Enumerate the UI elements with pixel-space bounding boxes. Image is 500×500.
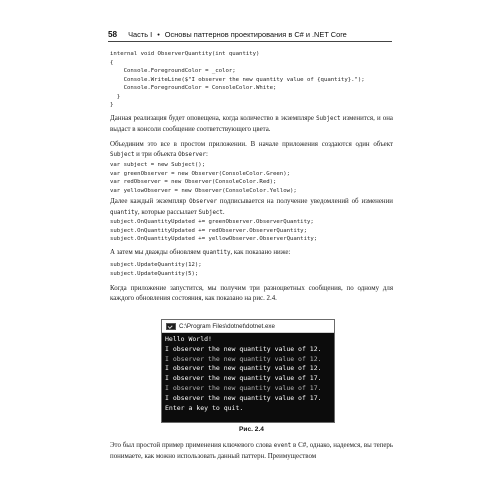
inline-code: quantity (110, 209, 138, 216)
inline-code: Observer (189, 199, 217, 205)
code-line: subject.OnQuantityUpdated += yellowObserver.ObserverQuantity; (110, 236, 318, 242)
inline-code: event (273, 443, 292, 449)
code-line: subject.UpdateQuantity(12); (110, 262, 202, 268)
console-line: I observer the new quantity value of 17. (165, 383, 322, 392)
console-title-bar (162, 320, 334, 333)
code-block-subscriptions (110, 218, 317, 244)
console-output (162, 333, 334, 415)
header-part: Часть I (128, 30, 153, 39)
text-run: Данная реализация будет оповещена, когда количество в экземпляре (110, 115, 317, 122)
code-line: } (110, 102, 114, 108)
paragraph-run-result (110, 284, 393, 303)
paragraph-update-twice (110, 248, 393, 259)
header-book-title: Основы паттернов проектирования в C# и .NET Core (164, 30, 347, 39)
code-line: subject.OnQuantityUpdated += greenObserver.ObserverQuantity; (110, 219, 314, 225)
text-run: , которые рассылает (137, 208, 199, 216)
code-line: Console.ForegroundColor = ConsoleColor.White; (110, 85, 277, 91)
code-block-observer-quantity (110, 50, 365, 110)
code-block-update-quantity (110, 261, 202, 278)
code-line: internal void ObserverQuantity(int quantity) (110, 51, 260, 57)
code-line: } (110, 93, 121, 100)
text-run: , как показано ниже: (230, 249, 291, 256)
text-run: А затем мы дважды обновляем (110, 249, 203, 256)
code-block-create-observers (110, 161, 297, 195)
text-run: в C#, однако, надеемся, вы теперь понимаете, как можно использовать данный паттерн. Преимуществом (110, 442, 393, 460)
code-line: var yellowObserver = new Observer(ConsoleColor.Yellow); (110, 187, 297, 194)
paragraph-notification (110, 114, 393, 134)
code-line: subject.OnQuantityUpdated += redObserver.ObserverQuantity; (110, 227, 307, 234)
text-run: Когда приложение запустится, мы получим три разноцветных сообщения, по одному для каждого обновления состояния, как показано на рис. 2.4. (110, 285, 393, 302)
code-line: var redObserver = new Observer(ConsoleColor.Red); (110, 179, 277, 185)
code-line: { (110, 59, 114, 66)
header-rule (108, 41, 392, 42)
console-line: I observer the new quantity value of 17. (165, 393, 322, 402)
text-run: подписывается на получение уведомлений об изменении (216, 198, 393, 205)
text-run: Объединим это все в простом приложении. В начале приложения создаются один объект (110, 141, 393, 148)
inline-code: Subject (198, 209, 223, 216)
code-line: var subject = new Subject(); (110, 162, 206, 168)
code-line: var greenObserver = new Observer(ConsoleColor.Green); (110, 170, 290, 177)
code-line: Console.ForegroundColor = _color; (110, 68, 236, 74)
inline-code: quantity (202, 250, 231, 256)
text-run: Это был простой пример применения ключевого слова (110, 442, 274, 449)
text-run: : (205, 150, 208, 158)
console-title: C:\Program Files\dotnet\dotnet.exe (179, 322, 275, 330)
console-line: I observer the new quantity value of 17. (165, 374, 322, 383)
header-separator: • (157, 30, 160, 39)
page-number: 58 (108, 30, 118, 39)
console-line: Hello World! (165, 335, 212, 343)
text-run: и три объекта (134, 150, 179, 158)
console-line: I observer the new quantity value of 12. (165, 354, 322, 363)
inline-code: Subject (316, 116, 341, 122)
text-run: изменится, и она выдаст в консоли сообщение соответствующего цвета. (110, 115, 393, 133)
code-line: Console.WriteLine($"I observer the new quantity value of {quantity}."); (110, 76, 365, 83)
paragraph-subscribe (110, 197, 393, 218)
figure-caption: Рис. 2.4 (239, 426, 264, 433)
inline-code: Subject (110, 151, 135, 158)
paragraph-app-setup (110, 140, 393, 160)
code-line: subject.UpdateQuantity(5); (110, 270, 199, 277)
console-line: Enter a key to quit. (165, 403, 244, 412)
text-run: Далее каждый экземпляр (110, 198, 190, 205)
console-icon (166, 323, 176, 330)
console-line: I observer the new quantity value of 12. (165, 364, 322, 373)
paragraph-event-keyword (110, 441, 393, 461)
console-window-screenshot (161, 319, 335, 423)
text-run: . (222, 208, 225, 216)
console-line: I observer the new quantity value of 12. (165, 344, 322, 353)
inline-code: Observer (178, 151, 206, 158)
